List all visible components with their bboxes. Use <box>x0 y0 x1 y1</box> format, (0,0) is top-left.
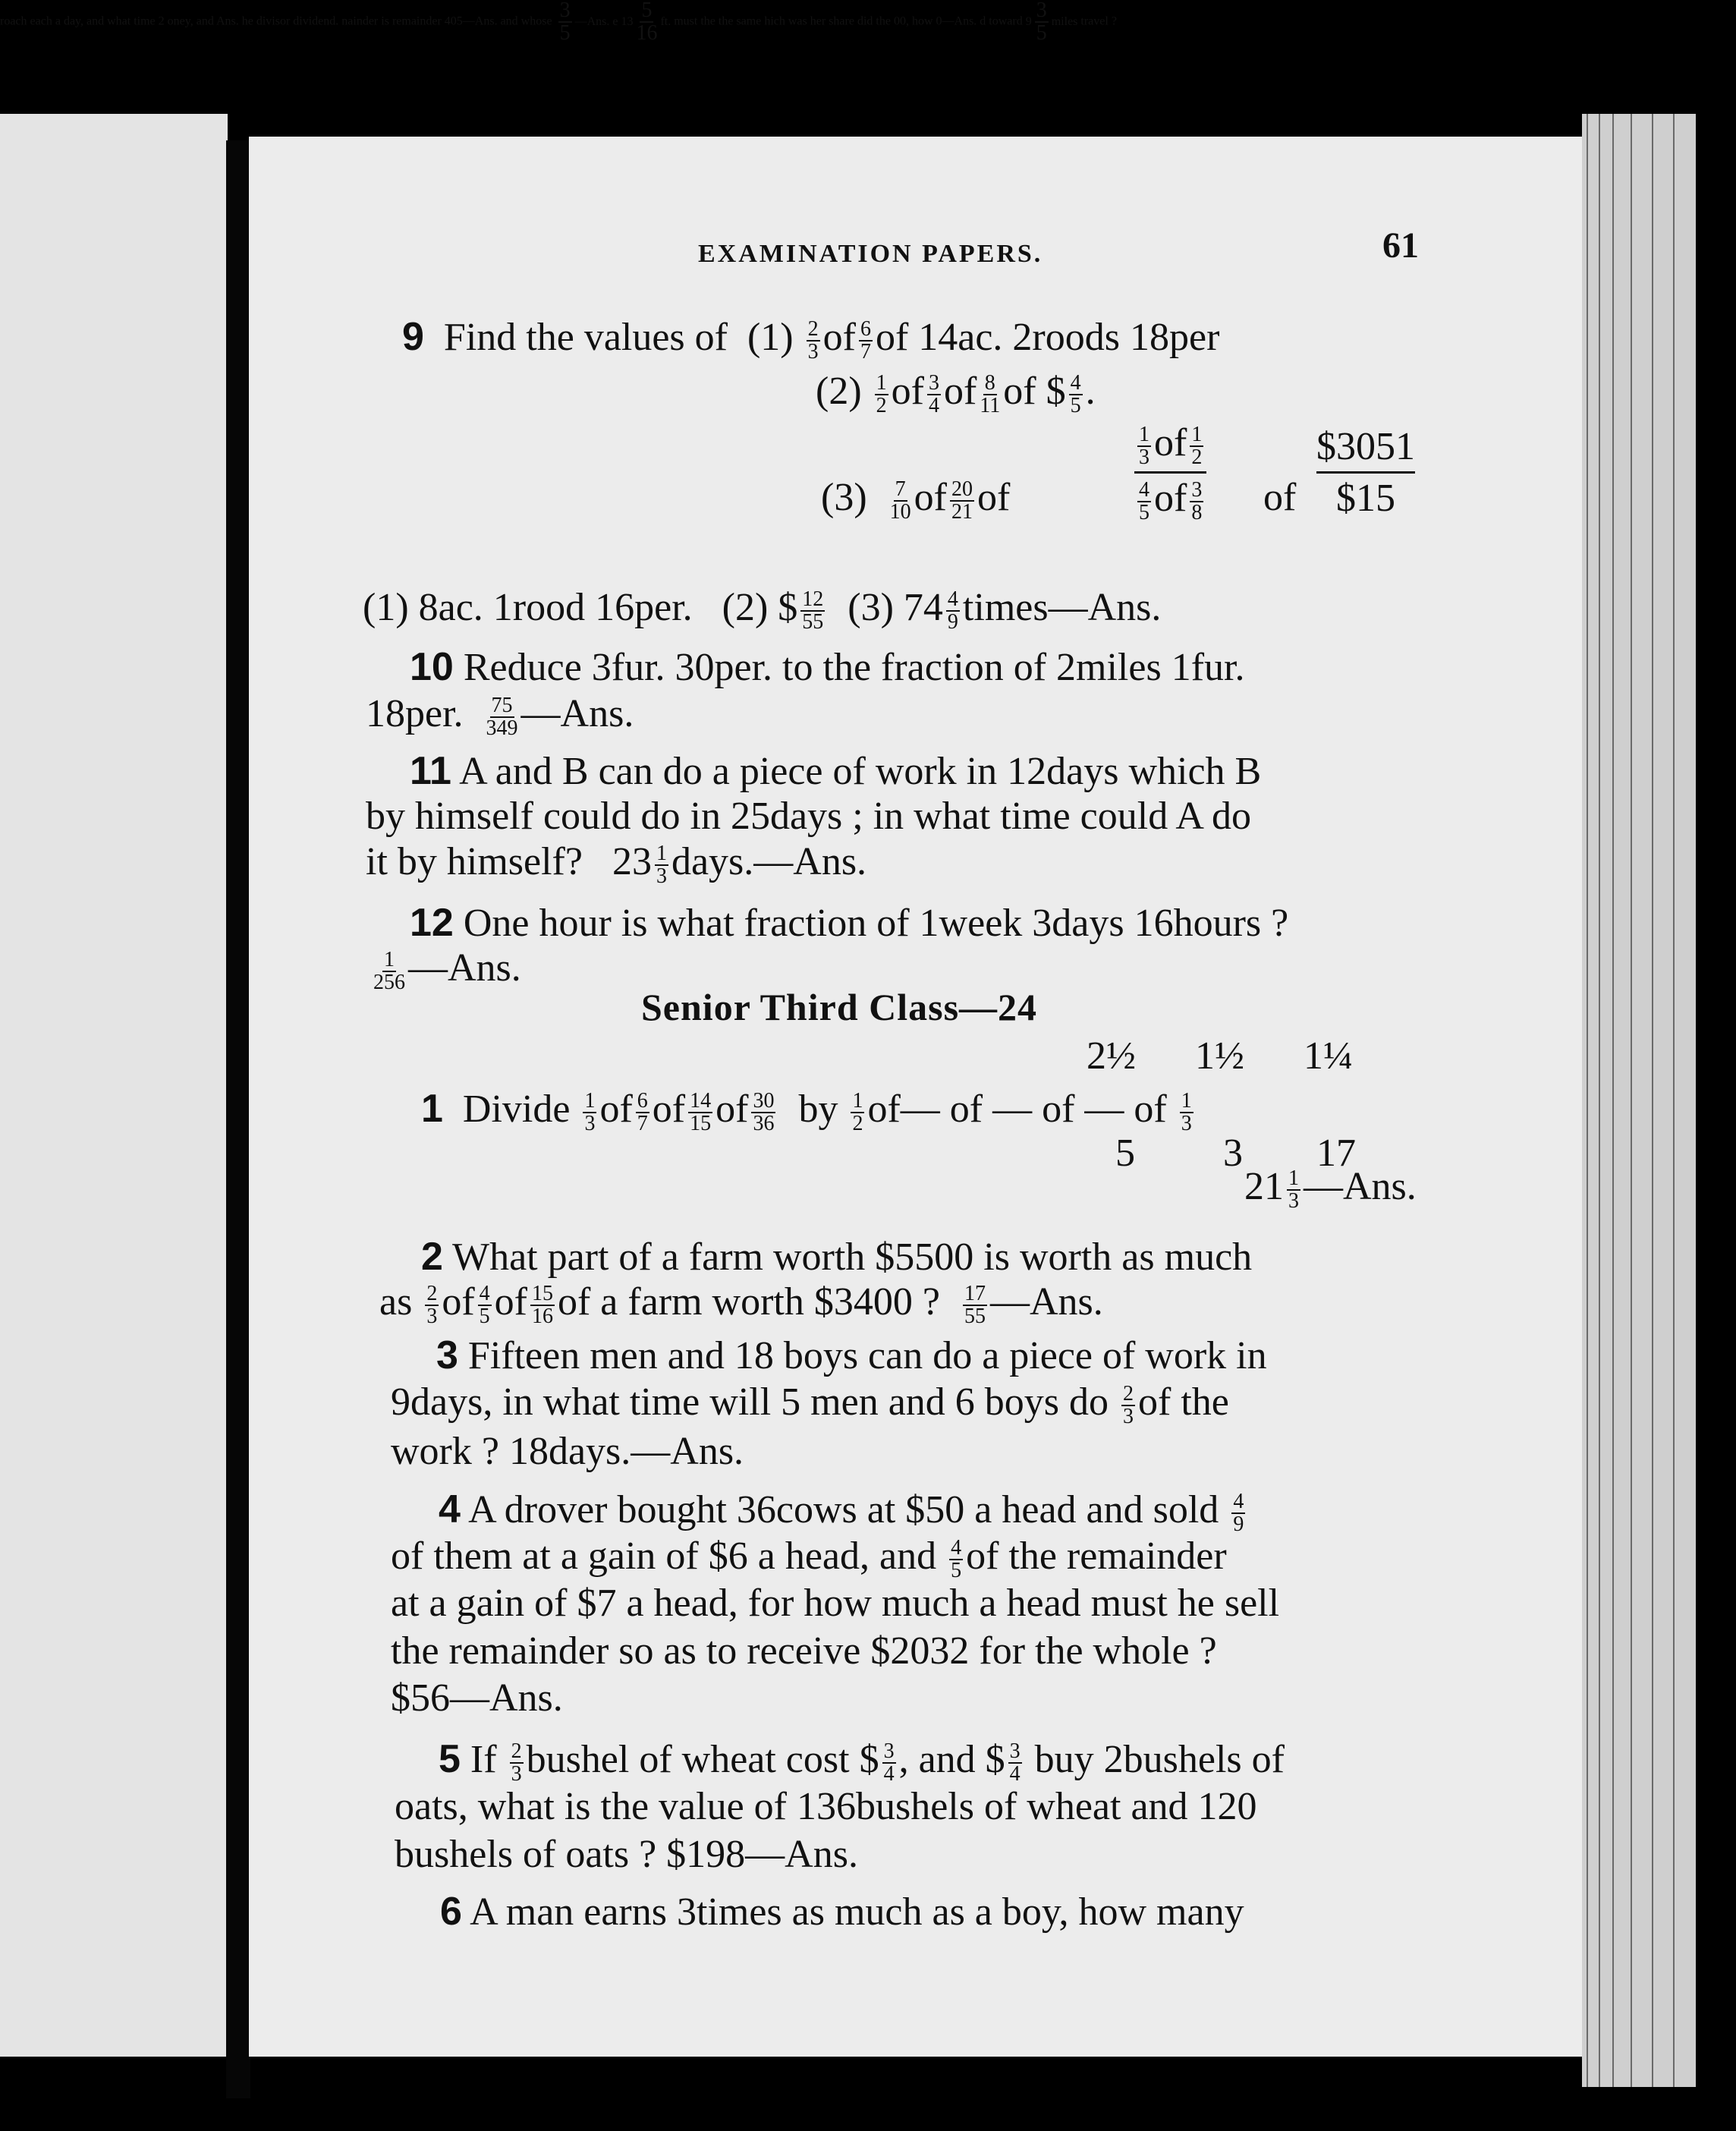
fraction: $\frac{3}{8}$ <box>1191 478 1203 525</box>
left-line: what time <box>107 14 156 28</box>
fraction: $\frac{1}{3}$ <box>1288 1166 1299 1213</box>
left-line: a day, and <box>55 14 105 28</box>
question-9-answer: (1) 8ac. 1rood 16per. (2) $ $\frac{12}{55}$ (3) 74 $\frac{4}{9}$ times—Ans. <box>363 586 1162 634</box>
question-12-answer: $\frac{1}{256}$ —Ans. <box>373 946 521 995</box>
question-11-line-1: 11 A and B can do a piece of work in 12days which B <box>410 749 1262 793</box>
fraction: $\frac{3}{4}$ <box>928 371 939 418</box>
left-line: he divisor <box>241 14 291 28</box>
left-line: 2 <box>158 14 165 28</box>
senior-question-3-line-1: 3 Fifteen men and 18 boys can do a piece of work in <box>436 1333 1267 1377</box>
senior-question-4-line-1: 4 A drover bought 36cows at $50 a head and sold $\frac{4}{9}$ <box>439 1487 1244 1537</box>
fraction: $\frac{7}{10}$ <box>889 477 911 524</box>
fraction: $\frac{1}{2}$ <box>1191 423 1203 470</box>
fraction: $\frac{8}{11}$ <box>980 371 1001 418</box>
fraction: $\frac{1}{3}$ <box>584 1089 596 1136</box>
stacked-top: 1½ <box>1195 1034 1244 1078</box>
senior-question-6-line-1: 6 A man earns 3times as much as a boy, how many <box>440 1890 1244 1934</box>
fraction: $\frac{5}{16}$ <box>636 0 658 45</box>
senior-question-4-line-3: at a gain of $7 a head, for how much a head must he sell <box>391 1582 1280 1625</box>
senior-question-4-line-5: $56—Ans. <box>391 1676 563 1720</box>
left-line: 405—Ans. <box>444 14 498 28</box>
senior-question-5-line-2: oats, what is the value of 136bushels of wheat and 120 <box>395 1785 1257 1828</box>
question-10-line-1: 10 Reduce 3fur. 30per. to the fraction of 2miles 1fur. <box>410 645 1245 689</box>
senior-question-4-line-4: the remainder so as to receive $2032 for the whole ? <box>391 1629 1217 1673</box>
fraction: $\frac{17}{55}$ <box>964 1282 986 1329</box>
question-9-line-1: 9 Find the values of (1) $\frac{2}{3}$ of $\frac{6}{7}$ of 14ac. 2roods 18per <box>402 315 1220 364</box>
fraction: $\frac{1}{2}$ <box>852 1089 863 1136</box>
fraction: $\frac{6}{7}$ <box>860 317 871 364</box>
fraction: $\frac{3}{5}$ <box>1036 0 1047 45</box>
fraction: $\frac{30}{36}$ <box>753 1089 775 1136</box>
left-line: the same <box>718 14 762 28</box>
left-line: 9 $\frac{3}{5}$ miles <box>1025 0 1078 45</box>
left-line: d toward <box>980 14 1023 28</box>
fraction: $\frac{1}{2}$ <box>876 371 887 418</box>
question-9-of: of <box>1263 476 1297 519</box>
left-line: her share <box>810 14 854 28</box>
compound-fraction <box>1134 421 1206 524</box>
left-line: nainder is <box>341 14 389 28</box>
left-line: roach each <box>0 14 52 28</box>
question-10-line-2: 18per. $\frac{75}{349}$ —Ans. <box>366 692 634 741</box>
question-12-line-1: 12 One hour is what fraction of 1week 3days 16hours ? <box>410 901 1289 945</box>
left-line: $\frac{3}{5}$ —Ans. <box>559 0 610 45</box>
senior-question-2-line-1: 2 What part of a farm worth $5500 is worth as much <box>421 1235 1253 1279</box>
fraction: $\frac{1}{256}$ <box>373 948 405 995</box>
senior-question-5-line-1: 5 If $\frac{2}{3}$ bushel of wheat cost $ $\frac{3}{4}$ , and $ $\frac{3}{4}$ buy 2bushels of <box>439 1737 1285 1786</box>
stacked-top: 1¼ <box>1304 1034 1353 1078</box>
fraction: $\frac{1}{3}$ <box>1181 1089 1192 1136</box>
left-line: travel ? <box>1080 14 1117 28</box>
left-line: 0—Ans. <box>936 14 977 28</box>
fraction: $\frac{6}{7}$ <box>637 1089 648 1136</box>
senior-question-5-line-3: bushels of oats ? $198—Ans. <box>395 1833 858 1876</box>
left-line: remainder <box>392 14 442 28</box>
section-title: Senior Third Class—24 <box>641 986 1038 1028</box>
running-header: EXAMINATION PAPERS. <box>698 240 1043 268</box>
compound-denominator: $\frac{4}{5}$ of $\frac{3}{8}$ <box>1139 477 1203 525</box>
left-line: dividend. <box>293 14 339 28</box>
fraction: $\frac{20}{21}$ <box>951 477 973 524</box>
senior-question-1-answer: 21 $\frac{1}{3}$ —Ans. <box>1244 1165 1417 1213</box>
fraction: $\frac{3}{4}$ <box>1009 1739 1021 1786</box>
fraction: $\frac{2}{3}$ <box>511 1739 522 1786</box>
senior-question-2-line-2: as $\frac{2}{3}$ of $\frac{4}{5}$ of $\frac{15}{16}$ of a farm worth $3400 ? $\frac{17}{55}$ —Ans. <box>379 1280 1103 1329</box>
fraction: $\frac{2}{3}$ <box>807 317 819 364</box>
fraction: $\frac{15}{16}$ <box>531 1282 553 1329</box>
stacked-bottom: 17 <box>1316 1132 1356 1175</box>
fraction: $\frac{3}{4}$ <box>883 1739 895 1786</box>
fraction: $\frac{1}{3}$ <box>656 842 667 889</box>
left-line: and whose <box>500 14 552 28</box>
fraction: $\frac{4}{5}$ <box>1139 478 1149 525</box>
question-9-line-2: (2) $\frac{1}{2}$ of $\frac{3}{4}$ of $\frac{8}{11}$ of $ $\frac{4}{5}$ . <box>816 370 1096 418</box>
senior-question-3-line-2: 9days, in what time will 5 men and 6 boys do $\frac{2}{3}$ of the <box>391 1380 1229 1429</box>
dollar-numerator: $3051 <box>1316 425 1415 468</box>
question-11-line-2: by himself could do in 25days ; in what time could A do <box>366 795 1252 838</box>
page-number: 61 <box>1382 225 1419 266</box>
left-line: hich was <box>764 14 807 28</box>
fraction: $\frac{2}{3}$ <box>426 1282 438 1329</box>
dollar-denominator: $15 <box>1336 477 1395 521</box>
fraction: $\frac{12}{55}$ <box>802 587 824 634</box>
fraction: $\frac{4}{9}$ <box>947 587 958 634</box>
fraction: $\frac{4}{5}$ <box>951 1536 962 1583</box>
senior-question-3-line-3: work ? 18days.—Ans. <box>391 1430 744 1473</box>
stacked-bottom: 3 <box>1223 1132 1243 1175</box>
left-line: 00, how <box>893 14 933 28</box>
senior-question-4-line-2: of them at a gain of $6 a head, and $\frac{4}{5}$ of the remainder <box>391 1535 1227 1583</box>
fraction: $\frac{3}{5}$ <box>559 0 571 45</box>
fraction: $\frac{4}{5}$ <box>1070 371 1081 418</box>
fraction: $\frac{2}{3}$ <box>1123 1382 1134 1429</box>
fraction: $\frac{1}{3}$ <box>1139 423 1149 470</box>
left-line: did the <box>857 14 891 28</box>
question-11-line-3: it by himself? 23 $\frac{1}{3}$ days.—Ans. <box>366 840 867 889</box>
stacked-bottom: 5 <box>1115 1132 1135 1175</box>
dollar-fraction <box>1316 425 1415 520</box>
senior-question-1: 1 Divide $\frac{1}{3}$ of $\frac{6}{7}$ of $\frac{14}{15}$ of $\frac{30}{36}$ by $\frac{1}{2}$ of— of — of — of $\frac{1}{3}$ <box>421 1087 1192 1136</box>
fraction: $\frac{75}{349}$ <box>486 694 518 741</box>
fraction: $\frac{14}{15}$ <box>690 1089 712 1136</box>
left-line: must the <box>674 14 715 28</box>
stacked-top: 2½ <box>1087 1034 1136 1078</box>
left-line: e 13 $\frac{5}{16}$ ft. <box>612 0 671 45</box>
question-9-line-3: (3) $\frac{7}{10}$ of $\frac{20}{21}$ of <box>821 476 1011 524</box>
fraction: $\frac{4}{5}$ <box>479 1282 490 1329</box>
fraction: $\frac{4}{9}$ <box>1233 1490 1244 1537</box>
left-line: Ans. <box>215 14 239 28</box>
left-line: oney, and <box>167 14 214 28</box>
compound-numerator: $\frac{1}{3}$ of $\frac{1}{2}$ <box>1139 421 1203 470</box>
